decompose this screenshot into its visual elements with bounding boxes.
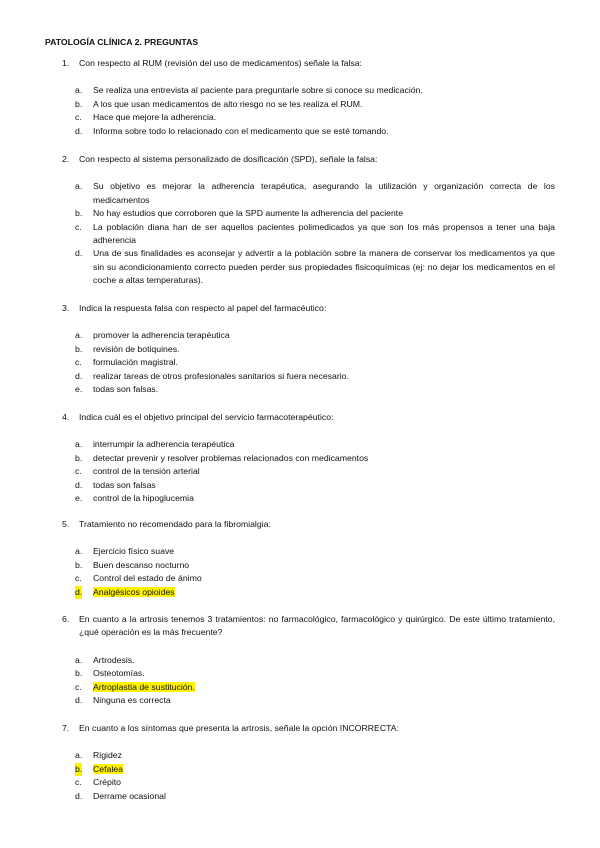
option-a bbox=[0, 749, 600, 762]
question-number: 1. bbox=[62, 58, 70, 68]
option-list bbox=[0, 438, 600, 505]
option-b bbox=[0, 559, 600, 572]
option-list bbox=[0, 545, 600, 599]
question-text: En cuanto a los síntomas que presenta la artrosis, señale la opción INCORRECTA: bbox=[79, 723, 399, 733]
question-stem bbox=[0, 302, 600, 315]
question-stem bbox=[0, 518, 600, 531]
option-text: Rigidez bbox=[93, 750, 122, 761]
option-text: Crépito bbox=[93, 777, 122, 788]
option-b bbox=[0, 667, 600, 680]
option-text: La población diana han de ser aquellos pacientes polimedicados ya que son los más propensos a tener una baja adherencia bbox=[93, 221, 555, 246]
question-3 bbox=[0, 302, 600, 396]
document-title: PATOLOGÍA CLÍNICA 2. PREGUNTAS bbox=[45, 37, 199, 47]
question-number: 7. bbox=[62, 723, 70, 733]
option-letter: c. bbox=[75, 681, 82, 692]
option-letter: a. bbox=[75, 330, 83, 341]
option-letter: c. bbox=[75, 112, 82, 123]
option-a bbox=[0, 438, 600, 451]
question-text: Tratamiento no recomendado para la fibromialgia: bbox=[79, 519, 271, 529]
option-letter: a. bbox=[75, 546, 83, 557]
option-c bbox=[0, 111, 600, 124]
option-letter: c. bbox=[75, 466, 82, 477]
option-letter: b. bbox=[75, 98, 83, 109]
question-stem bbox=[0, 722, 600, 735]
option-b bbox=[0, 98, 600, 111]
option-letter: a. bbox=[75, 439, 83, 450]
option-b bbox=[0, 452, 600, 465]
option-text: Artrodesis. bbox=[93, 654, 135, 665]
option-text: Derrame ocasional bbox=[93, 790, 166, 801]
option-letter: b. bbox=[75, 452, 83, 463]
question-stem bbox=[0, 411, 600, 424]
option-d bbox=[0, 479, 600, 492]
option-a bbox=[0, 329, 600, 342]
option-letter: e. bbox=[75, 384, 83, 395]
option-text: Ejercicio físico suave bbox=[93, 546, 175, 557]
option-text: interrumpir la adherencia terapéutica bbox=[93, 439, 235, 450]
option-letter: d. bbox=[75, 248, 83, 259]
option-letter: a. bbox=[75, 654, 83, 665]
option-text: Una de sus finalidades es aconsejar y advertir a la población sobre la manera de conservar los medicamentos ya que sin su acondicionamiento correcto pueden perder sus propiedades fisicoquímicas (ej: no dejar los medicamentos en el coche a altas temperaturas). bbox=[93, 248, 555, 286]
option-letter: d. bbox=[75, 125, 83, 136]
question-text: Indica la respuesta falsa con respecto al papel del farmacéutico: bbox=[79, 303, 327, 313]
option-letter: b. bbox=[75, 559, 83, 570]
option-letter: d. bbox=[75, 586, 82, 599]
option-text: todas son falsas. bbox=[93, 384, 159, 395]
question-stem bbox=[0, 153, 600, 166]
option-b bbox=[0, 343, 600, 356]
option-list bbox=[0, 654, 600, 708]
option-a bbox=[0, 84, 600, 97]
option-letter: c. bbox=[75, 221, 82, 232]
option-c bbox=[0, 572, 600, 585]
option-letter: c. bbox=[75, 777, 82, 788]
option-text: Cefalea bbox=[93, 763, 123, 774]
option-list bbox=[0, 84, 600, 138]
option-c bbox=[0, 221, 600, 248]
question-6 bbox=[0, 613, 600, 707]
option-text: Informa sobre todo lo relacionado con el medicamento que se esté tomando. bbox=[93, 125, 389, 136]
option-b bbox=[0, 763, 600, 776]
option-text: revisión de botiquines. bbox=[93, 343, 180, 354]
option-e bbox=[0, 383, 600, 396]
option-d bbox=[0, 125, 600, 138]
question-text: Indica cuál es el objetivo principal del servicio farmacoterapéutico: bbox=[79, 412, 334, 422]
option-letter: b. bbox=[75, 668, 83, 679]
option-c bbox=[0, 465, 600, 478]
question-4 bbox=[0, 411, 600, 505]
option-letter: c. bbox=[75, 357, 82, 368]
option-list bbox=[0, 329, 600, 396]
option-text: Su objetivo es mejorar la adherencia terapéutica, asegurando la utilización y organización correcta de los medicamentos bbox=[93, 181, 555, 205]
option-text: control de la tensión arterial bbox=[93, 466, 200, 477]
option-text: todas son falsas bbox=[93, 479, 156, 490]
option-c bbox=[0, 681, 600, 694]
option-text: detectar prevenir y resolver problemas relacionados con medicamentos bbox=[93, 452, 369, 463]
option-text: Analgésicos opioides bbox=[93, 586, 175, 597]
question-1 bbox=[0, 57, 600, 138]
question-7 bbox=[0, 722, 600, 803]
option-letter: d. bbox=[75, 790, 83, 801]
question-stem bbox=[0, 613, 600, 640]
option-letter: d. bbox=[75, 695, 83, 706]
option-d bbox=[0, 370, 600, 383]
question-text: Con respecto al sistema personalizado de dosificación (SPD), señale la falsa: bbox=[79, 154, 378, 164]
option-text: Artroplastia de sustitución. bbox=[93, 681, 195, 692]
option-text: Control del estado de ánimo bbox=[93, 573, 202, 584]
option-c bbox=[0, 356, 600, 369]
option-text: Se realiza una entrevista al paciente para preguntarle sobre si conoce su medicación. bbox=[93, 85, 423, 96]
question-text: Con respecto al RUM (revisión del uso de medicamentos) señale la falsa: bbox=[79, 58, 362, 68]
option-c bbox=[0, 776, 600, 789]
option-letter: b. bbox=[75, 763, 82, 776]
option-text: formulación magistral. bbox=[93, 357, 178, 368]
question-number: 3. bbox=[62, 303, 70, 313]
option-letter: d. bbox=[75, 370, 83, 381]
question-text: En cuanto a la artrosis tenemos 3 tratamientos: no farmacológico, farmacológico y quirúrgico. De este último tratamiento, ¿qué operación es la más frecuente? bbox=[79, 614, 555, 638]
question-2 bbox=[0, 153, 600, 288]
option-letter: b. bbox=[75, 343, 83, 354]
question-5 bbox=[0, 518, 600, 599]
option-d bbox=[0, 247, 600, 287]
option-text: Hace que mejore la adherencia. bbox=[93, 112, 217, 123]
option-a bbox=[0, 545, 600, 558]
option-letter: a. bbox=[75, 181, 83, 192]
question-stem bbox=[0, 57, 600, 70]
option-text: A los que usan medicamentos de alto riesgo no se les realiza el RUM. bbox=[93, 98, 363, 109]
option-list bbox=[0, 180, 600, 287]
question-number: 4. bbox=[62, 412, 70, 422]
option-d bbox=[0, 790, 600, 803]
option-letter: a. bbox=[75, 750, 83, 761]
option-text: Osteotomías. bbox=[93, 668, 145, 679]
option-letter: d. bbox=[75, 479, 83, 490]
question-number: 6. bbox=[62, 614, 70, 624]
option-b bbox=[0, 207, 600, 220]
option-text: realizar tareas de otros profesionales sanitarios si fuera necesario. bbox=[93, 370, 349, 381]
option-a bbox=[0, 654, 600, 667]
option-text: control de la hipoglucemia bbox=[93, 493, 194, 504]
option-letter: a. bbox=[75, 85, 83, 96]
question-number: 5. bbox=[62, 519, 70, 529]
option-text: Buen descanso nocturno bbox=[93, 559, 190, 570]
question-number: 2. bbox=[62, 154, 70, 164]
option-e bbox=[0, 492, 600, 505]
option-text: No hay estudios que corroboren que la SPD aumente la adherencia del paciente bbox=[93, 208, 404, 219]
option-text: Ninguna es correcta bbox=[93, 695, 171, 706]
option-letter: c. bbox=[75, 573, 82, 584]
option-a bbox=[0, 180, 600, 207]
option-d bbox=[0, 586, 600, 599]
option-list bbox=[0, 749, 600, 803]
option-letter: e. bbox=[75, 493, 83, 504]
option-d bbox=[0, 694, 600, 707]
option-text: promover la adherencia terapéutica bbox=[93, 330, 230, 341]
option-letter: b. bbox=[75, 208, 83, 219]
